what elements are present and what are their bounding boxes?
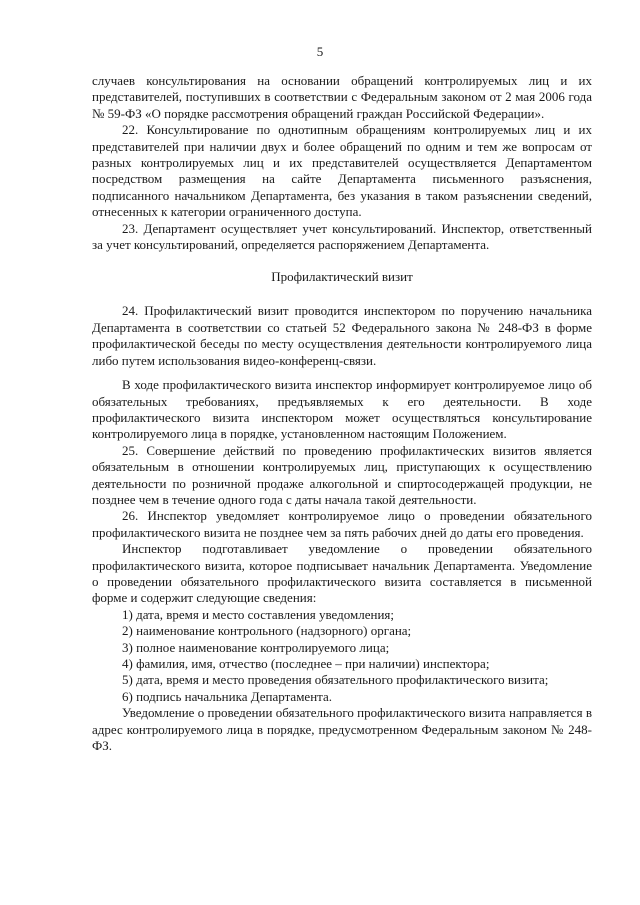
- paragraph-item-26: 26. Инспектор уведомляет контролируемое лицо о проведении обязательного профилактического визита не позднее чем за пять рабочих дней до даты его проведения.: [92, 508, 592, 540]
- list-item: 3) полное наименование контролируемого лица;: [122, 639, 390, 655]
- list-item: 2) наименование контрольного (надзорного) органа;: [122, 623, 412, 639]
- paragraph-item-22: 22. Консультирование по однотипным обращениям контролируемых лиц и их представителей при наличии двух и более обращений по одним и тем же вопросам от разных контролируемых лиц и их представителей осуществляется Департаментом посредством размещения на сайте Департамента письменного разъяснения, подписанного начальником Департамента, без указания в таком разъяснении сведений, отнесенных к категории ограниченного доступа.: [92, 122, 592, 220]
- paragraph-visit-info: В ходе профилактического визита инспектор информирует контролируемое лицо об обязательных требованиях, предъявляемых к его деятельности. В ходе профилактического визита инспектором может осуществляться консультирование контролируемого лица в порядке, установленном настоящим Положением.: [92, 377, 592, 442]
- section-title: Профилактический визит: [271, 269, 413, 285]
- paragraph-closing: Уведомление о проведении обязательного профилактического визита направляется в адрес контролируемого лица в порядке, предусмотренном Федеральным законом № 248-ФЗ.: [92, 705, 592, 754]
- paragraph-item-25: 25. Совершение действий по проведению профилактических визитов является обязательным в отношении контролируемых лиц, приступающих к осуществлению деятельности по розничной продаже алкогольной и спиртосодержащей продукции, не позднее чем в течение одного года с даты начала такой деятельности.: [92, 442, 592, 507]
- paragraph-item-23: 23. Департамент осуществляет учет консультирований. Инспектор, ответственный за учет консультирований, определяется распоряжением Департамента.: [92, 220, 592, 253]
- paragraph-top-0: случаев консультирования на основании обращений контролируемых лиц и их представителей, поступивших в соответствии с Федеральным законом от 2 мая 2006 года № 59-ФЗ «О порядке рассмотрения обращений граждан Российской Федерации».: [92, 73, 592, 121]
- list-item: 6) подпись начальника Департамента.: [122, 688, 333, 704]
- paragraph-notice: Инспектор подготавливает уведомление о проведении обязательного профилактического визита, которое подписывает начальник Департамента. Уведомление о проведении обязательного профилактического визита составляется в письменной форме и содержит следующие сведения:: [92, 541, 592, 606]
- list-item: 4) фамилия, имя, отчество (последнее – при наличии) инспектора;: [122, 656, 490, 671]
- list-item: 5) дата, время и место проведения обязательного профилактического визита;: [122, 672, 549, 688]
- list-item: 1) дата, время и место составления уведомления;: [122, 606, 395, 622]
- paragraph-item-24: 24. Профилактический визит проводится инспектором по поручению начальника Департамента в соответствии со статьей 52 Федерального закона № 248-ФЗ в форме профилактической беседы по месту осуществления деятельности контролируемого лица либо путем использования видео-конференц-связи.: [92, 303, 592, 368]
- page-number: 5: [316, 44, 324, 59]
